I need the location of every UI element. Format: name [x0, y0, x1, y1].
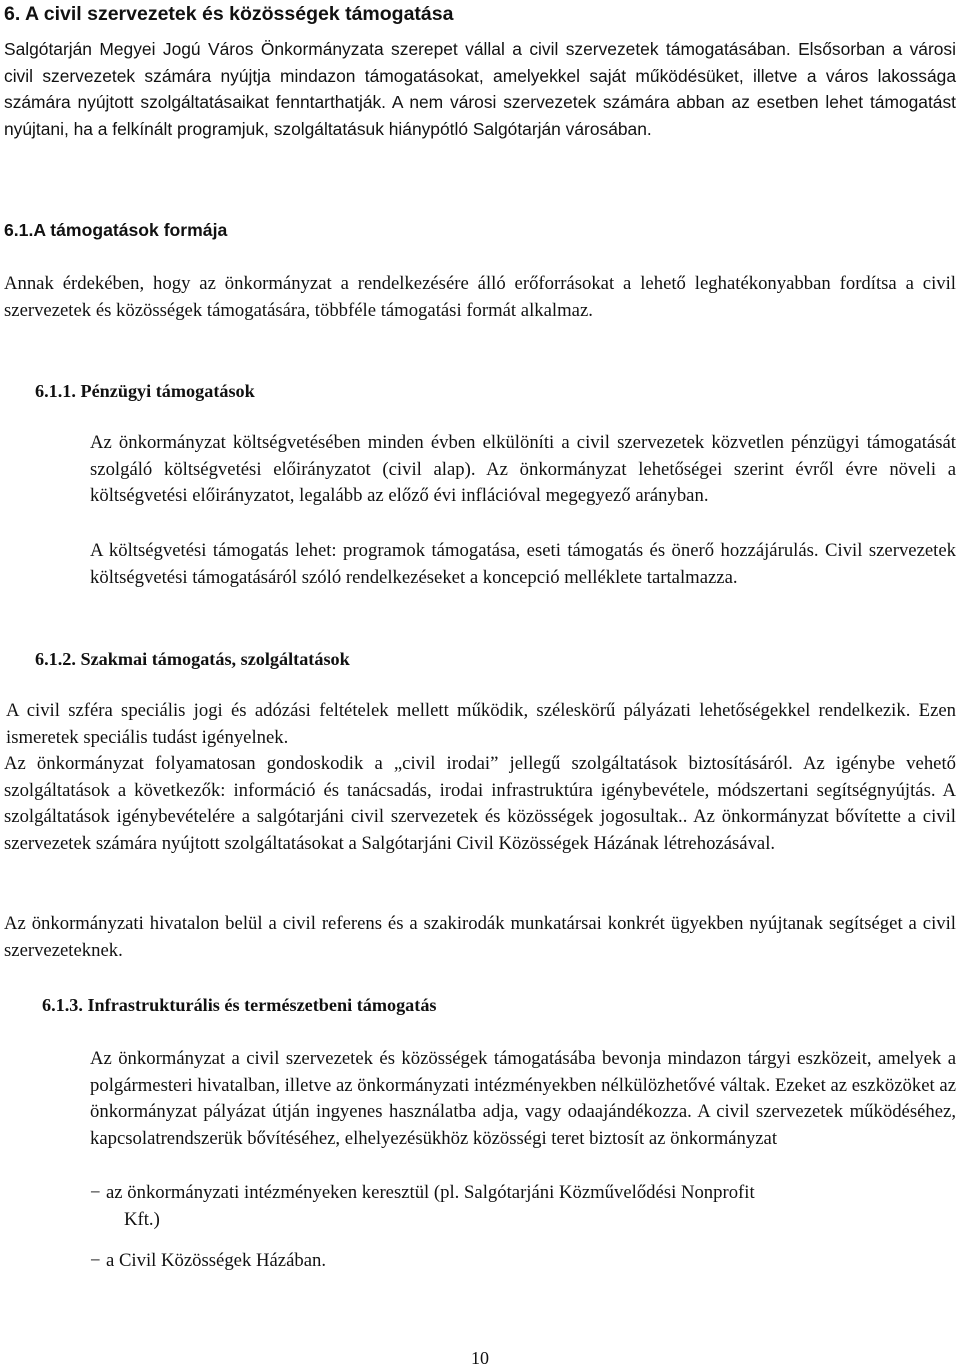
- dash-list-item-text: az önkormányzati intézményeken keresztül (pl. Salgótarjáni Közművelődési Nonprofit: [106, 1182, 755, 1203]
- dash-list-item: [90, 1248, 960, 1275]
- section-6-1-2-heading: 6.1.2. Szakmai támogatás, szolgáltatások: [35, 649, 350, 669]
- main-heading: 6. A civil szervezetek és közösségek támogatása: [4, 3, 454, 25]
- dash-list-item-text: a Civil Közösségek Házában.: [106, 1250, 327, 1271]
- section-6-1-3-heading: 6.1.3. Infrastrukturális és természetbeni támogatás: [42, 995, 437, 1015]
- section-6-1-2-paragraph-3: Az önkormányzati hivatalon belül a civil referens és a szakirodák munkatársai konkrét ügyekben nyújtanak segítséget a civil szervezeteknek.: [4, 913, 956, 961]
- section-6-1-1-paragraph-2: A költségvetési támogatás lehet: programok támogatása, eseti támogatás és önerő hozzájárulás. Civil szervezetek költségvetési támogatásáról szóló rendelkezéseket a koncepció melléklete tartalmazza.: [90, 540, 956, 588]
- page-number: 10: [471, 1348, 489, 1368]
- section-6-1-1-heading: 6.1.1. Pénzügyi támogatások: [35, 381, 255, 401]
- dash-list-item-text-continuation: Kft.): [124, 1209, 160, 1230]
- dash-bullet: −: [90, 1250, 101, 1271]
- dash-list-item: [90, 1180, 960, 1207]
- section-6-1-paragraph: Annak érdekében, hogy az önkormányzat a rendelkezésére álló erőforrásokat a lehető leghatékonyabban fordítsa a civil szervezetek és közösségek támogatására, többféle támogatási formát alkalmaz.: [4, 273, 956, 321]
- dash-list-item-continuation: [90, 1207, 960, 1234]
- dash-bullet: −: [90, 1182, 101, 1203]
- section-6-1-3-paragraph: Az önkormányzat a civil szervezetek és közösségek támogatásába bevonja mindazon tárgyi eszközeit, amelyek a polgármesteri hivatalban, illetve az önkormányzati intézményekben nélkülözhetővé váltak. Ezeket az eszközöket az önkormányzat pályázat útján ingyenes használatba adja, vagy odaajándékozza. A civil szervezetek működéséhez, kapcsolatrendszerük bővítéséhez, elhelyezésükhöz közösségi teret biztosít az önkormányzat: [90, 1048, 956, 1149]
- section-6-1-2-paragraph-2: Az önkormányzat folyamatosan gondoskodik a „civil irodai” jellegű szolgáltatások biztosításáról. Az igénybe vehető szolgáltatások a következők: információ és tanácsadás, irodai infrastruktúra igénybevétele, módszertani segítségnyújtás. A szolgáltatások igénybevételére a salgótarjáni civil szervezetek és közösségek jogosultak.. Az önkormányzat bővítette a civil szervezetek számára nyújtott szolgáltatásokat a Salgótarjáni Civil Közösségek Házának létrehozásával.: [4, 753, 956, 854]
- section-6-1-heading: 6.1.A támogatások formája: [4, 220, 228, 240]
- intro-paragraph: Salgótarján Megyei Jogú Város Önkormányzata szerepet vállal a civil szervezetek támogatásában. Elsősorban a városi civil szervezetek számára nyújtja mindazon támogatásokat, amelyekkel saját működésüket, illetve a város lakossága számára nyújtott szolgáltatásaikat fenntarthatják. A nem városi szervezetek számára abban az esetben lehet támogatást nyújtani, ha a felkínált programjuk, szolgáltatásuk hiánypótló Salgótarján városában.: [4, 39, 956, 139]
- section-6-1-2-paragraph-1: A civil szféra speciális jogi és adózási feltételek mellett működik, széleskörű pályázati lehetőségekkel rendelkezik. Ezen ismeretek speciális tudást igényelnek.: [6, 700, 956, 748]
- section-6-1-1-paragraph-1: Az önkormányzat költségvetésében minden évben elkülöníti a civil szervezetek közvetlen pénzügyi támogatását szolgáló költségvetési előirányzatot (civil alap). Az önkormányzat lehetőségei szerint évről évre növeli a költségvetési előirányzatot, legalább az előző évi inflációval megegyező arányban.: [90, 432, 956, 507]
